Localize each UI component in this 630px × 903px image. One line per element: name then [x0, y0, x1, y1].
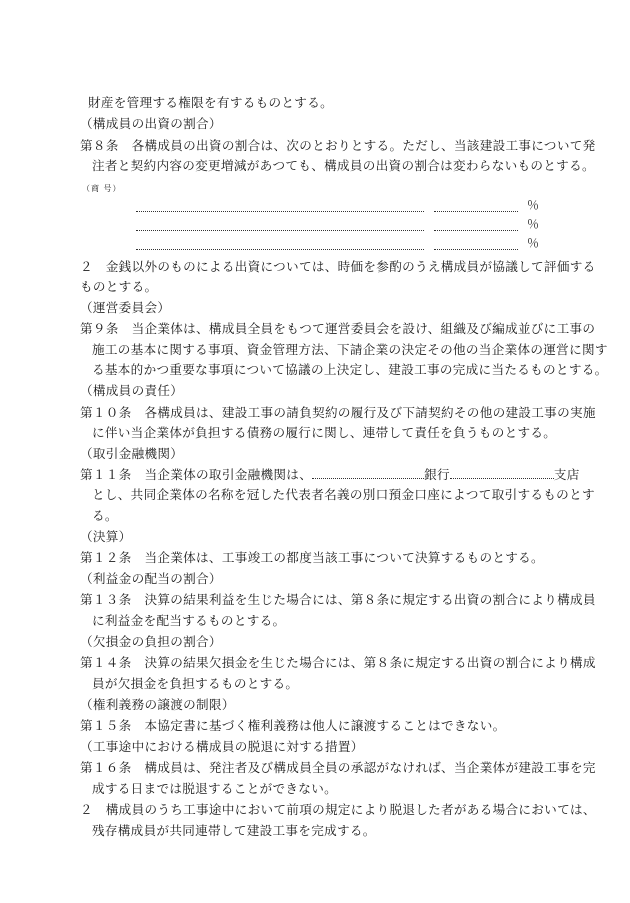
article-11-line-2: とし、共同企業体の名称を冠した代表者名義の別口預金口座によつて取引するものとす: [92, 487, 595, 502]
article-14-line-2: 員が欠損金を負担するものとする。: [92, 676, 299, 691]
article-16-line-2: 成する日までは脱退することができない。: [92, 781, 337, 796]
article-12-line-1: 第１２条 当企業体は、工事竣工の都度当該工事について決算するものとする。: [80, 550, 544, 565]
article-8-line-2: 注者と契約内容の変更増減があつても、構成員の出資の割合は変わらないものとする。: [92, 158, 595, 173]
percent-sign-3: ％: [527, 236, 540, 250]
section-heading: （欠損金の負担の割合）: [80, 634, 222, 649]
section-heading: （利益金の配当の割合）: [80, 571, 222, 586]
article-13-line-1: 第１３条 決算の結果利益を生じた場合には、第８条に規定する出資の割合により構成員: [80, 592, 596, 607]
section-heading: （決算）: [80, 529, 132, 544]
percent-sign-1: ％: [527, 198, 540, 212]
article-8-para-2-line-1: ２ 金銭以外のものによる出資については、時価を参酌のうえ構成員が協議して評価する: [80, 259, 596, 274]
branch-label: 支店: [553, 467, 580, 482]
article-16-para-2-line-2: 残存構成員が共同連帯して建設工事を完成する。: [92, 823, 376, 838]
article-16-line-1: 第１６条 構成員は、発注者及び構成員全員の承認がなければ、当企業体が建設工事を完: [80, 760, 596, 775]
article-13-line-2: に利益金を配当するものとする。: [92, 613, 286, 628]
section-heading: （取引金融機関）: [80, 446, 184, 461]
ratio-blank-1: [434, 210, 518, 212]
article-14-line-1: 第１４条 決算の結果欠損金を生じた場合には、第８条に規定する出資の割合により構成: [80, 655, 596, 670]
bank-name-blank: [312, 466, 424, 479]
article-16-para-2-line-1: ２ 構成員のうち工事途中において前項の規定により脱退した者がある場合においては、: [80, 802, 596, 817]
section-heading: （構成員の出資の割合）: [80, 116, 222, 131]
article-9-line-3: る基本的かつ重要な事項について協議の上決定し、建設工事の完成に当たるものとする。: [92, 362, 608, 377]
article-11-line-3: る。: [92, 508, 118, 523]
percent-sign-2: ％: [527, 217, 540, 231]
article-9-line-1: 第９条 当企業体は、構成員全員をもつて運営委員会を設け、組織及び編成並びに工事の: [80, 321, 596, 336]
ratio-blank-2: [434, 229, 518, 231]
article-9-line-2: 施工の基本に関する事項、資金管理方法、下請企業の決定その他の当企業体の運営に関す: [92, 342, 608, 357]
branch-name-blank: [450, 466, 554, 479]
company-name-blank-2: [136, 229, 424, 231]
company-name-blank-1: [136, 210, 424, 212]
article-11-text-a: 第１１条 当企業体の取引金融機関は、: [80, 467, 313, 482]
section-heading: （権利義務の譲渡の制限）: [80, 697, 235, 712]
article-8-para-2-line-2: ものとする。: [80, 279, 158, 294]
article-15-line-1: 第１５条 本協定書に基づく権利義務は他人に譲渡することはできない。: [80, 718, 506, 733]
section-heading: （運営委員会）: [80, 300, 171, 315]
section-heading: （工事途中における構成員の脱退に対する措置）: [80, 739, 364, 754]
ratio-blank-3: [434, 248, 518, 250]
text-line: 財産を管理する権限を有するものとする。: [88, 95, 333, 110]
section-heading: （構成員の責任）: [80, 383, 184, 398]
bank-label: 銀行: [424, 467, 450, 482]
article-10-line-2: に伴い当企業体が負担する債務の履行に関し、連帯して責任を負うものとする。: [92, 425, 557, 440]
article-11-line-1: [80, 466, 580, 484]
article-8-line-1: 第８条 各構成員の出資の割合は、次のとおりとする。ただし、当該建設工事について発: [80, 138, 596, 153]
company-name-blank-3: [136, 248, 424, 250]
trade-name-label: （商 号）: [82, 184, 122, 193]
article-10-line-1: 第１０条 各構成員は、建設工事の請負契約の履行及び下請契約その他の建設工事の実施: [80, 405, 596, 420]
